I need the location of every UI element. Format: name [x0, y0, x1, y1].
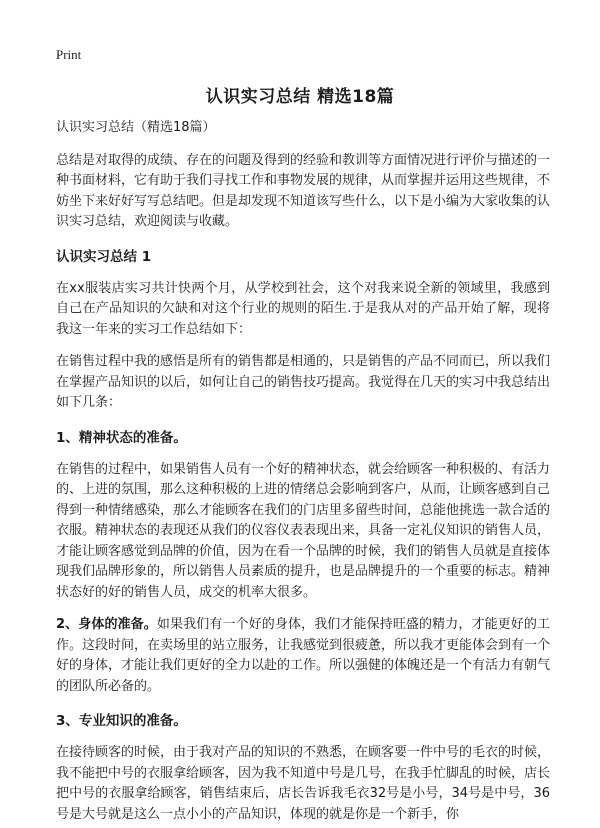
print-link[interactable]: Print	[56, 47, 82, 62]
document-title: 认识实习总结 精选18篇	[205, 87, 395, 107]
paragraph	[56, 615, 550, 697]
paragraph: 在销售过程中我的感悟是所有的销售都是相通的，只是销售的产品不同而已，所以我们在掌握产品知识的以后，如何让自己的销售技巧提高。我觉得在几天的实习中我总结出如下几条：	[56, 354, 551, 410]
point-heading: 3、专业知识的准备。	[56, 713, 187, 729]
intro-paragraph: 总结是对取得的成绩、存在的问题及得到的经验和教训等方面情况进行评价与描述的一种书面材料，它有助于我们寻找工作和事物发展的规律，从而掌握并运用这些规律，不妨坐下来好好写写总结吧。但是却发现不知道该写些什么，以下是小编为大家收集的认识实习总结，欢迎阅读与收藏。	[56, 152, 551, 229]
paragraph: 在销售的过程中，如果销售人员有一个好的精神状态，就会给顾客一种积极的、有活力的、上进的氛围，那么这种积极的上进的情绪总会影响到客户，从而，让顾客感到自己得到一种情绪感染，那么才能顾客在我们的门店里多留些时间，总能他挑选一款合适的衣服。精神状态的表现还从我们的仪容仪表表现出来，具备一定礼仪知识的销售人员，才能让顾客感觉到品牌的价值，因为在看一个品牌的时候，我们的销售人员就是直接体现我们品牌形象的，所以销售人员素质的提升，也是品牌提升的一个重要的标志。精神状态好的好的销售人员，成交的机率大很多。	[56, 461, 551, 600]
point-text: 如果我们有一个好的身体，我们才能保持旺盛的精力，才能更好的工作。这段时间，在卖场里的站立服务，让我感觉到很疲惫，所以我才更能体会到有一个好的身体，才能让我们更好的全力以赴的工作。所以强健的体魄还是一个有活力有朝气的团队所必备的。	[56, 617, 551, 694]
document-body	[56, 118, 550, 825]
point-lead: 2、身体的准备。	[56, 617, 157, 632]
paragraph: 在xx服装店实习共计快两个月，从学校到社会，这个对我来说全新的领域里，我感到自己在产品知识的欠缺和对这个行业的规则的陌生.于是我从对的产品开始了解，现将我这一年来的实习工作总结如下：	[56, 280, 550, 337]
point-heading: 1、精神状态的准备。	[56, 429, 187, 446]
document-subtitle: 认识实习总结（精选18篇）	[56, 120, 216, 135]
section-heading: 认识实习总结 1	[56, 248, 152, 265]
paragraph: 在接待顾客的时候，由于我对产品的知识的不熟悉，在顾客要一件中号的毛衣的时候，我不能把中号的衣服拿给顾客，因为我不知道中号是几号，在我手忙脚乱的时候，店长把中号的衣服拿给顾客，销售结束后，店长告诉我毛衣32号是小号，34号是中号，36号是大号就是这么一点小小的产品知识，体现的就是你是一个新手，你	[56, 745, 551, 822]
